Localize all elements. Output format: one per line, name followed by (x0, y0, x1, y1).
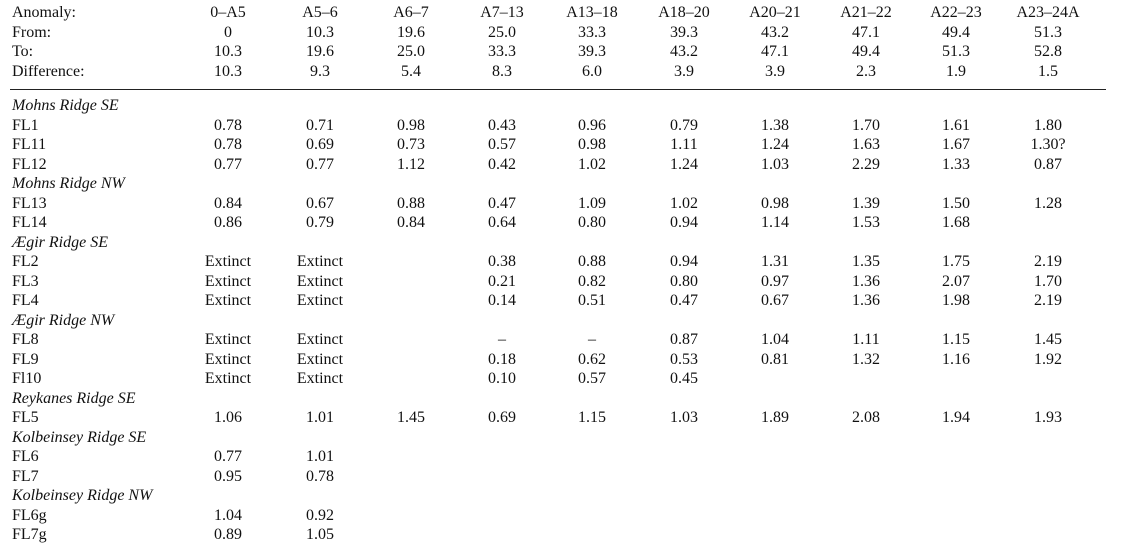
cell-10: 1.92 (1034, 350, 1062, 368)
cell-5: 0.51 (578, 292, 606, 309)
row-label: FL14 (12, 214, 47, 231)
cell-2: Extinct (296, 331, 344, 348)
cell-5: 0.82 (578, 272, 606, 290)
cell-2: 0.71 (306, 116, 334, 134)
cell-2: 10.3 (306, 23, 334, 41)
cell-6: 0.47 (670, 292, 698, 309)
section-title: Kolbeinsey Ridge SE (12, 428, 147, 446)
cell-2: 0.79 (306, 214, 334, 231)
cell-2: Extinct (296, 350, 344, 368)
cell-1: Extinct (204, 331, 252, 348)
cell-1: 0 (224, 23, 232, 41)
cell-8: 47.1 (852, 23, 880, 41)
row-label: FL9 (12, 350, 39, 368)
cell-9: 1.15 (942, 331, 970, 348)
cell-6: 43.2 (670, 43, 698, 60)
cell-9: 1.67 (942, 136, 970, 153)
cell-10: 1.93 (1034, 409, 1062, 426)
cell-8: 2.29 (852, 155, 880, 173)
row-label: FL2 (12, 253, 39, 270)
row-label: FL11 (12, 136, 47, 153)
cell-6: 0.53 (670, 350, 698, 368)
row-label: Anomaly: (12, 4, 76, 21)
cell-7: 1.89 (761, 409, 789, 426)
row-label: FL12 (12, 155, 47, 173)
cell-10: 52.8 (1034, 43, 1062, 60)
cell-9: 1.16 (942, 350, 970, 368)
cell-3: 1.12 (397, 155, 425, 173)
cell-6: 0.94 (670, 253, 698, 270)
row-label: FL8 (12, 331, 39, 348)
cell-1: Extinct (204, 350, 252, 368)
cell-1: 0.78 (214, 136, 242, 153)
cell-2: Extinct (296, 370, 344, 387)
row-label: From: (12, 23, 52, 41)
cell-4: 0.14 (488, 292, 516, 309)
section-title: Reykanes Ridge SE (12, 389, 136, 407)
cell-8: 1.53 (852, 214, 880, 231)
cell-1: 1.04 (214, 506, 242, 524)
cell-2: 9.3 (310, 62, 330, 80)
cell-8: 1.63 (852, 136, 880, 153)
cell-1: Extinct (204, 272, 252, 290)
cell-5: 6.0 (582, 62, 602, 80)
cell-4: 0.21 (488, 272, 516, 290)
cell-1: 0.86 (214, 214, 242, 231)
cell-8: 49.4 (852, 43, 880, 60)
cell-3: 0.98 (397, 116, 425, 134)
cell-10: 1.28 (1034, 194, 1062, 212)
cell-10: 0.87 (1034, 155, 1062, 173)
cell-4: 0.43 (488, 116, 516, 134)
cell-8: 2.08 (852, 409, 880, 426)
cell-6: 1.11 (670, 136, 698, 153)
section-title: Mohns Ridge NW (12, 175, 125, 192)
cell-5: 39.3 (578, 43, 606, 60)
cell-1: Extinct (204, 292, 252, 309)
cell-5: 0.80 (578, 214, 606, 231)
cell-4: 0.38 (488, 253, 516, 270)
section-title: Ægir Ridge NW (12, 311, 115, 329)
cell-10: 2.19 (1034, 292, 1062, 309)
cell-7: 0.98 (761, 194, 789, 212)
cell-6: 0.87 (670, 331, 698, 348)
cell-10: 1.30? (1030, 136, 1066, 153)
cell-7: 1.03 (761, 155, 789, 173)
row-label: FL1 (12, 116, 39, 134)
row-label: Difference: (12, 62, 85, 80)
cell-7: 0.81 (761, 350, 789, 368)
cell-6: 1.02 (670, 194, 698, 212)
cell-4: 0.64 (488, 214, 516, 231)
cell-8: 1.32 (852, 350, 880, 368)
cell-1: 1.06 (214, 409, 242, 426)
cell-2: 0.69 (306, 136, 334, 153)
cell-5: 0.57 (578, 370, 606, 387)
cell-6: A18–20 (658, 4, 710, 21)
cell-4: 0.42 (488, 155, 516, 173)
row-label: FL13 (12, 194, 47, 212)
cell-2: 1.01 (306, 409, 334, 426)
cell-5: 1.02 (578, 155, 606, 173)
cell-8: A21–22 (840, 4, 892, 21)
cell-3: 0.73 (397, 136, 425, 153)
cell-9: 2.07 (942, 272, 970, 290)
cell-5: 0.62 (578, 350, 606, 368)
cell-3: 19.6 (397, 23, 425, 41)
cell-5: 0.96 (578, 116, 606, 134)
cell-6: 0.45 (670, 370, 698, 387)
cell-2: 0.78 (306, 467, 334, 485)
cell-6: 39.3 (670, 23, 698, 41)
cell-4: 0.10 (488, 370, 516, 387)
cell-10: A23–24A (1016, 4, 1080, 21)
cell-5: – (588, 331, 596, 348)
cell-1: 0–A5 (210, 4, 246, 21)
cell-4: 25.0 (488, 23, 516, 41)
row-label: FL6 (12, 448, 39, 465)
cell-8: 1.35 (852, 253, 880, 270)
cell-1: 10.3 (214, 43, 242, 60)
row-label: To: (12, 43, 34, 60)
cell-10: 2.19 (1034, 253, 1062, 270)
cell-4: 0.18 (488, 350, 516, 368)
cell-3: 0.88 (397, 194, 425, 212)
cell-9: 1.33 (942, 155, 970, 173)
section-title: Mohns Ridge SE (12, 97, 119, 114)
row-label: FL7g (12, 526, 47, 543)
cell-4: 0.47 (488, 194, 516, 212)
row-label: FL3 (12, 272, 39, 290)
cell-2: 19.6 (306, 43, 334, 60)
cell-8: 1.70 (852, 116, 880, 134)
cell-1: 10.3 (214, 62, 242, 80)
cell-7: 0.97 (761, 272, 789, 290)
row-label: FL5 (12, 409, 39, 426)
cell-2: 1.01 (306, 448, 334, 465)
cell-9: 1.75 (942, 253, 970, 270)
cell-1: 0.77 (214, 155, 242, 173)
cell-2: Extinct (296, 292, 344, 309)
row-label: Fl10 (12, 370, 42, 387)
cell-5: A13–18 (566, 4, 618, 21)
cell-1: Extinct (204, 370, 252, 387)
cell-7: A20–21 (749, 4, 801, 21)
cell-2: A5–6 (302, 4, 338, 21)
cell-9: 1.50 (942, 194, 970, 212)
cell-6: 3.9 (674, 62, 694, 80)
cell-7: 1.24 (761, 136, 789, 153)
cell-2: 0.77 (306, 155, 334, 173)
cell-8: 1.36 (852, 272, 880, 290)
cell-3: 5.4 (401, 62, 421, 80)
cell-8: 2.3 (856, 62, 876, 80)
cell-10: 1.5 (1038, 62, 1058, 80)
cell-7: 0.67 (761, 292, 789, 309)
cell-3: 0.84 (397, 214, 425, 231)
cell-1: 0.77 (214, 448, 242, 465)
cell-7: 3.9 (765, 62, 785, 80)
cell-2: 1.05 (306, 526, 334, 543)
row-label: FL7 (12, 467, 39, 485)
cell-6: 0.79 (670, 116, 698, 134)
cell-7: 1.14 (761, 214, 789, 231)
cell-9: 1.9 (946, 62, 966, 80)
cell-4: 0.69 (488, 409, 516, 426)
cell-10: 51.3 (1034, 23, 1062, 41)
cell-9: 1.94 (942, 409, 970, 426)
cell-8: 1.36 (852, 292, 880, 309)
header-rule (10, 89, 1106, 90)
cell-6: 0.94 (670, 214, 698, 231)
cell-2: Extinct (296, 253, 344, 270)
cell-5: 1.15 (578, 409, 606, 426)
cell-4: A7–13 (480, 4, 524, 21)
cell-5: 0.98 (578, 136, 606, 153)
cell-3: 25.0 (397, 43, 425, 60)
cell-8: 1.11 (852, 331, 880, 348)
cell-4: 8.3 (492, 62, 512, 80)
cell-1: 0.95 (214, 467, 242, 485)
cell-9: 1.68 (942, 214, 970, 231)
cell-7: 1.04 (761, 331, 789, 348)
cell-3: 1.45 (397, 409, 425, 426)
cell-9: 51.3 (942, 43, 970, 60)
cell-7: 1.38 (761, 116, 789, 134)
cell-4: 33.3 (488, 43, 516, 60)
cell-6: 1.03 (670, 409, 698, 426)
cell-1: 0.89 (214, 526, 242, 543)
cell-5: 0.88 (578, 253, 606, 270)
cell-5: 1.09 (578, 194, 606, 212)
cell-9: 1.98 (942, 292, 970, 309)
cell-1: Extinct (204, 253, 252, 270)
cell-7: 47.1 (761, 43, 789, 60)
cell-9: 1.61 (942, 116, 970, 134)
cell-2: 0.92 (306, 506, 334, 524)
cell-7: 43.2 (761, 23, 789, 41)
cell-6: 0.80 (670, 272, 698, 290)
cell-6: 1.24 (670, 155, 698, 173)
cell-9: 49.4 (942, 23, 970, 41)
cell-3: A6–7 (393, 4, 429, 21)
cell-2: Extinct (296, 272, 344, 290)
cell-1: 0.78 (214, 116, 242, 134)
section-title: Ægir Ridge SE (12, 233, 108, 251)
cell-9: A22–23 (930, 4, 982, 21)
cell-10: 1.70 (1034, 272, 1062, 290)
cell-4: 0.57 (488, 136, 516, 153)
row-label: FL4 (12, 292, 39, 309)
section-title: Kolbeinsey Ridge NW (12, 487, 153, 504)
cell-5: 33.3 (578, 23, 606, 41)
cell-7: 1.31 (761, 253, 789, 270)
cell-1: 0.84 (214, 194, 242, 212)
cell-4: – (498, 331, 506, 348)
cell-10: 1.45 (1034, 331, 1062, 348)
cell-8: 1.39 (852, 194, 880, 212)
cell-10: 1.80 (1034, 116, 1062, 134)
row-label: FL6g (12, 506, 47, 524)
cell-2: 0.67 (306, 194, 334, 212)
